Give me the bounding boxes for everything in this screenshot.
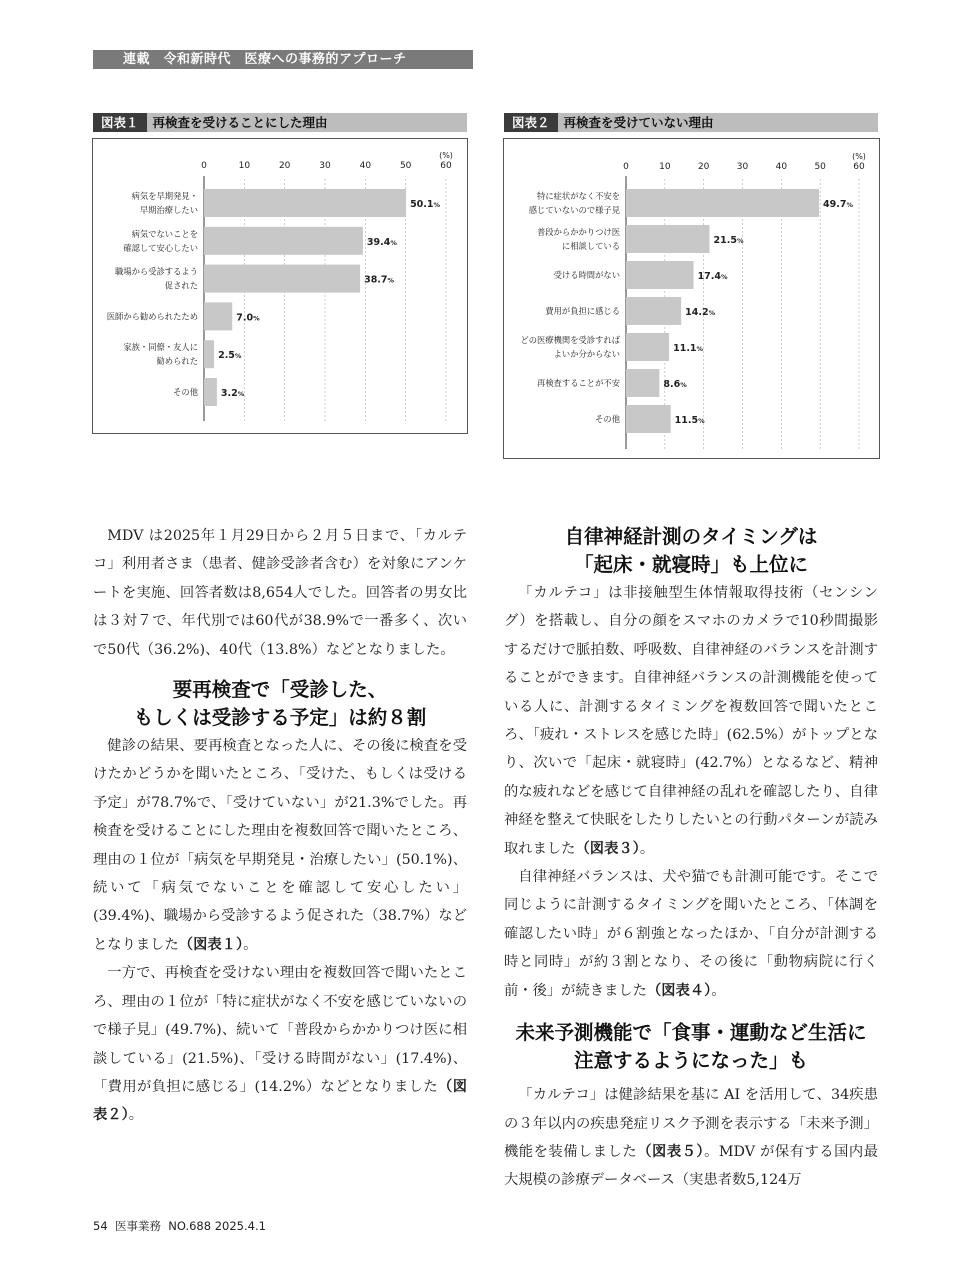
bar xyxy=(626,297,681,325)
page-number: 54 xyxy=(93,1219,108,1233)
bar xyxy=(626,189,819,217)
data-label-value: 14.2 xyxy=(685,307,709,318)
data-label-unit: % xyxy=(680,381,687,389)
category-label: 家族・同僚・友人に xyxy=(123,342,198,353)
tick-label: 40 xyxy=(775,162,788,172)
data-label-unit: % xyxy=(387,276,395,285)
data-label-value: 11.1 xyxy=(673,343,697,354)
bar xyxy=(626,369,659,397)
data-label xyxy=(218,350,242,361)
data-label-unit: % xyxy=(721,273,728,281)
data-label-value: 39.4 xyxy=(366,236,391,248)
bar xyxy=(204,340,214,368)
data-label xyxy=(713,235,743,246)
right-paragraph-3 xyxy=(504,1081,878,1195)
left-column xyxy=(93,522,467,1130)
right-paragraph-2-end: 。 xyxy=(711,982,726,999)
category-label: 病気を早期発見・ xyxy=(131,191,198,201)
category-label: 特に症状がなく不安を xyxy=(537,191,620,201)
category-label: 早期治療したい xyxy=(139,205,198,215)
category-label: 勧められた xyxy=(156,356,198,367)
right-paragraph-3-text: 「カルテコ」は健診結果を基に AI を活用して、34疾患の３年以内の疾患発症リスク予測を表示する「未来予測」機能を装備しました xyxy=(504,1087,878,1160)
bar xyxy=(626,405,671,433)
tick-label: 60 xyxy=(853,162,865,172)
figure1-chart xyxy=(93,139,467,433)
right-paragraph-3-end: 。MDV が保有する国内最大規模の診療データベース（実患者数5,124万 xyxy=(504,1143,879,1189)
data-label-value: 3.2 xyxy=(220,388,238,399)
bar xyxy=(204,302,232,330)
data-label xyxy=(663,379,687,390)
tick-label: 30 xyxy=(736,162,749,172)
data-label-value: 8.6 xyxy=(663,379,681,390)
figure4-reference: （図表４） xyxy=(646,982,712,999)
bar xyxy=(204,378,217,406)
data-label xyxy=(367,237,397,248)
category-label: 普段からかかりつけ医 xyxy=(537,227,620,237)
right-heading-2 xyxy=(504,1019,878,1075)
data-label-unit: % xyxy=(390,238,397,247)
data-label-unit: % xyxy=(234,352,242,361)
left-heading-1-line2: もしくは受診する予定」は約８割 xyxy=(133,706,427,730)
tick-label: 20 xyxy=(278,161,291,171)
figure1-chart-box xyxy=(92,138,468,434)
data-label-value: 7.0 xyxy=(236,312,254,324)
data-label xyxy=(673,343,703,354)
data-label-value: 17.4 xyxy=(697,271,722,282)
left-paragraph-1: MDV は2025年１月29日から２月５日まで、「カルテコ」利用者さま（患者、健診受診者含む）を対象にアンケートを実施、回答者数は8,654人でした。回答者の男女比は３対７で、年代別では60代が38.9%で一番多く、次いで50代（36.2%)、40代（13.8%）などとなりました。 xyxy=(93,528,467,658)
data-label-value: 50.1 xyxy=(410,199,434,210)
data-label-unit: % xyxy=(237,390,245,398)
left-paragraph-2-text: 健診の結果、要再検査となった人に、その後に検査を受けたかどうかを聞いたところ、「受けた、もしくは受ける予定」が78.7%で、「受けていない」が21.3%でした。再検査を受けることにした理由を複数回答で聞いたところ、理由の１位が「病気を早期発見・治療したい」(50.1%)、続いて「病気でないことを確認して安心したい」(39.4%)、職場から受診するよう促された（38.7%）などとなりました xyxy=(93,738,467,953)
data-label-unit: % xyxy=(253,314,260,323)
category-label: よいか分からない xyxy=(553,349,620,359)
figure2-tag: 図表２ xyxy=(504,113,558,132)
right-heading-2-line1: 未来予測機能で「食事・運動など生活に xyxy=(515,1021,867,1045)
left-heading-1-line1: 要再検査で「受診した、 xyxy=(172,678,388,702)
right-paragraph-2-text: 自律神経バランスは、犬や猫でも計測可能です。そこで同じように計測するタイミングを聞いたところ、「体調を確認したい時」が６割強となったほか、「自分が計測する時と同時」が約３割となり、その後に「動物病院に行く前・後」が続きました xyxy=(504,869,878,999)
tick-label: 10 xyxy=(238,161,251,171)
data-label-value: 2.5 xyxy=(218,350,235,362)
unit-label: (%) xyxy=(439,151,453,160)
bar xyxy=(204,265,360,293)
figure2-chart xyxy=(504,139,879,458)
category-label: 確認して安心したい xyxy=(123,242,198,253)
right-paragraph-1-text: 「カルテコ」は非接触型生体情報取得技術（センシング）を搭載し、自分の顔をスマホのカメラで10秒間撮影するだけで脈拍数、呼吸数、自律神経のバランスを計測することができます。自律神経バランスの計測機能を使っている人に、計測するタイミングを複数回答で聞いたところ、「疲れ・ストレスを感じた時」(62.5%）がトップとなり、次いで「起床・就寝時」(42.7%）となるなど、精神的な疲れなどを感じて自律神経の乱れを確認したり、自律神経を整えて快眠をしたりしたいとの行動パターンが読み取れました xyxy=(504,585,878,857)
issue-info: NO.688 2025.4.1 xyxy=(168,1219,266,1233)
left-heading-1 xyxy=(93,676,467,732)
category-label: その他 xyxy=(173,387,198,397)
left-paragraph-2 xyxy=(93,732,467,959)
left-paragraph-3-end: 。 xyxy=(128,1107,144,1124)
magazine-name: 医事業務 xyxy=(114,1219,161,1233)
data-label xyxy=(410,199,440,210)
page-footer xyxy=(93,1218,266,1234)
category-label: に相談している xyxy=(561,241,620,251)
tick-label: 40 xyxy=(359,161,372,171)
figure2-title: 再検査を受けていない理由 xyxy=(563,115,714,130)
category-label: 再検査することが不安 xyxy=(537,378,620,388)
data-label-value: 38.7 xyxy=(364,274,388,286)
right-paragraph-1-end: 。 xyxy=(639,840,655,857)
figure1-reference: （図表１） xyxy=(178,936,244,953)
tick-label: 30 xyxy=(319,161,331,171)
category-label: 促された xyxy=(164,280,198,291)
tick-label: 50 xyxy=(814,162,826,172)
data-label xyxy=(236,312,260,323)
data-label-unit: % xyxy=(736,237,744,245)
figure2-chart-box xyxy=(503,138,880,459)
figure2-title-bar xyxy=(504,113,878,132)
data-label-unit: % xyxy=(433,201,441,209)
tick-label: 50 xyxy=(399,161,412,171)
data-label-value: 49.7 xyxy=(823,199,847,210)
data-label xyxy=(675,415,705,426)
figure1-tag: 図表１ xyxy=(93,113,147,132)
category-label: 費用が負担に感じる xyxy=(545,306,620,316)
bar xyxy=(204,189,406,217)
data-label xyxy=(221,388,245,399)
data-label-value: 11.5 xyxy=(674,415,699,426)
data-label-unit: % xyxy=(708,309,716,317)
figure5-reference: （図表５） xyxy=(637,1143,705,1160)
bar xyxy=(626,225,709,253)
right-paragraph-1 xyxy=(504,579,878,863)
data-label-unit: % xyxy=(696,345,704,353)
unit-label: (%) xyxy=(852,152,866,161)
category-label: 受ける時間がない xyxy=(553,270,620,280)
category-label: その他 xyxy=(595,414,620,424)
tick-label: 20 xyxy=(697,162,710,172)
right-column xyxy=(504,523,878,1195)
right-paragraph-2 xyxy=(504,863,878,1005)
bar xyxy=(204,227,363,255)
figure2-reference: （図表２） xyxy=(93,1078,467,1124)
data-label xyxy=(364,275,394,286)
right-heading-1 xyxy=(504,523,878,579)
right-heading-1-line2: 「起床・就寝時」も上位に xyxy=(573,553,808,576)
left-paragraph-3 xyxy=(93,959,467,1129)
category-label: 感じていないので様子見 xyxy=(528,205,620,215)
bar xyxy=(626,333,669,361)
tick-label: 0 xyxy=(201,161,207,171)
data-label-unit: % xyxy=(698,417,705,425)
right-heading-2-line2: 注意するようになった」も xyxy=(573,1049,808,1073)
category-label: どの医療機関を受診すれば xyxy=(520,335,620,345)
category-label: 職場から受診するよう xyxy=(115,266,198,277)
left-paragraph-2-end: 。 xyxy=(243,936,258,953)
bar xyxy=(626,261,694,289)
figure3-reference: （図表３） xyxy=(575,840,640,857)
figure1-title-bar xyxy=(93,113,467,132)
data-label xyxy=(698,271,728,282)
figure1-title: 再検査を受けることにした理由 xyxy=(152,115,328,130)
data-label xyxy=(685,307,715,318)
right-heading-1-line1: 自律神経計測のタイミングは xyxy=(564,525,818,548)
series-header: 連載 令和新時代 医療への事務的アプローチ xyxy=(93,50,473,69)
left-paragraph-3-text: 一方で、再検査を受けない理由を複数回答で聞いたところ、理由の１位が「特に症状がなく不安を感じていないので様子見」(49.7%)、続いて「普段からかかりつけ医に相談している」(21.5%)、「受ける時間がない」(17.4%)、「費用が負担に感じる」(14.2%）などとなりました xyxy=(93,965,467,1095)
data-label-unit: % xyxy=(846,201,853,209)
data-label-value: 21.5 xyxy=(713,235,737,246)
data-label xyxy=(823,199,853,210)
category-label: 病気でないことを xyxy=(131,228,198,239)
tick-label: 0 xyxy=(623,162,629,172)
category-label: 医師から勧められたため xyxy=(106,311,198,322)
tick-label: 10 xyxy=(659,162,671,172)
tick-label: 60 xyxy=(440,161,452,171)
